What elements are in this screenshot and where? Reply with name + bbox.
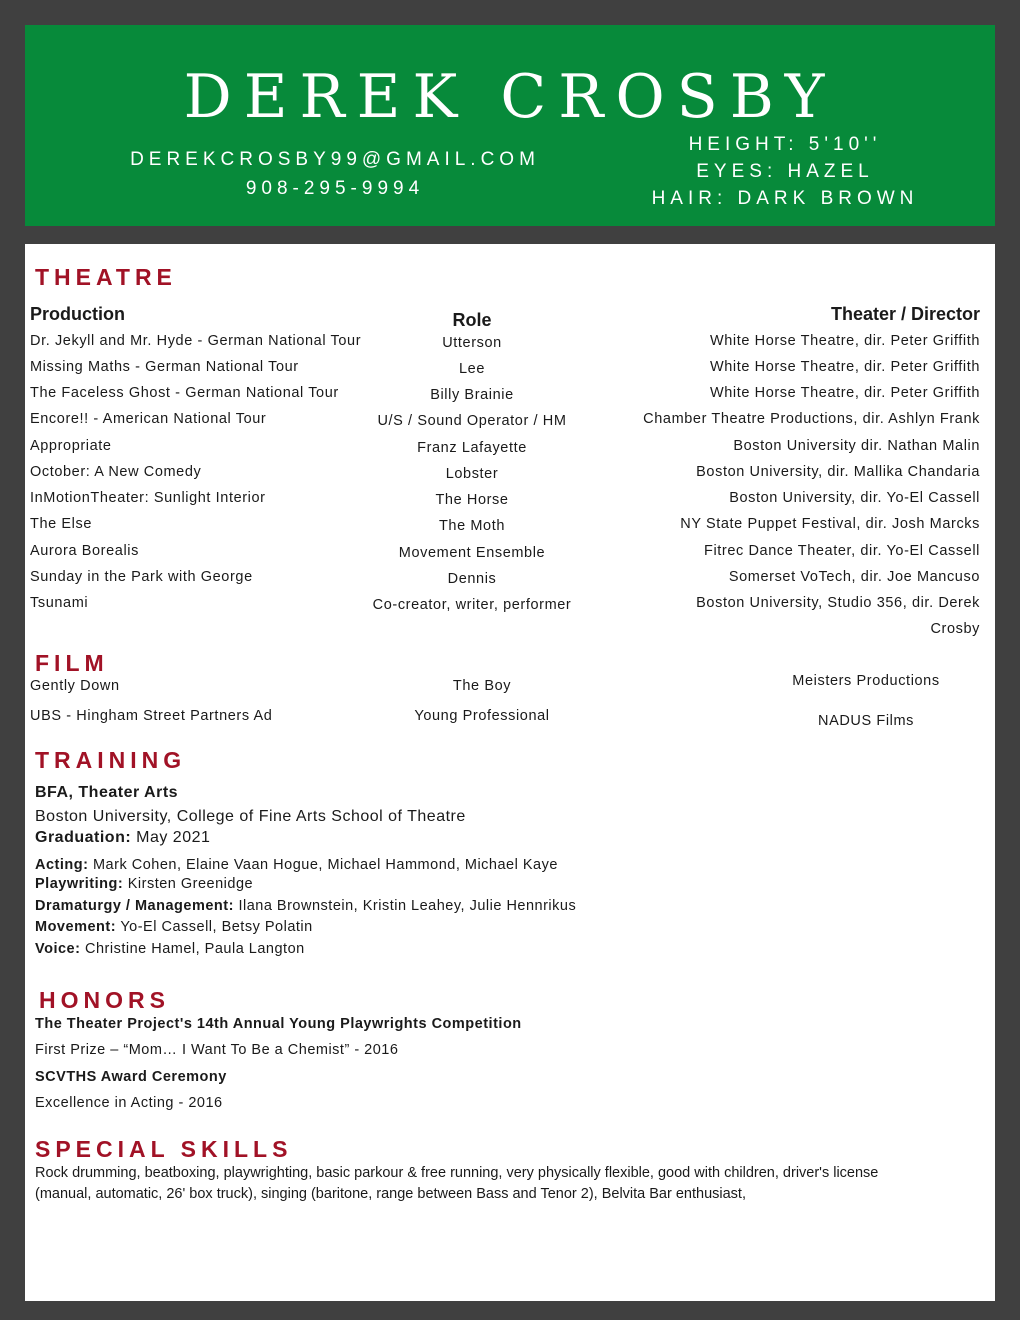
production-cell: InMotionTheater: Sunlight Interior (30, 490, 266, 506)
theater-cell: Boston University, dir. Mallika Chandaria (696, 464, 980, 480)
production-cell: Aurora Borealis (30, 543, 139, 559)
production-cell: Missing Maths - German National Tour (30, 359, 299, 375)
production-cell: Encore!! - American National Tour (30, 411, 267, 427)
hair: HAIR: DARK BROWN (651, 188, 919, 209)
graduation-value: May 2021 (131, 829, 211, 846)
faculty-line (35, 919, 313, 935)
honor-name: The Theater Project's 14th Annual Young Playwrights Competition (35, 1016, 522, 1032)
faculty-label: Movement: (35, 919, 117, 935)
section-title-special-skills: SPECIAL SKILLS (35, 1136, 293, 1162)
theater-cell: NY State Puppet Festival, dir. Josh Marcks (680, 516, 980, 532)
production-cell: Appropriate (30, 438, 112, 454)
production-cell: The Else (30, 516, 93, 532)
section-title-training: TRAINING (35, 747, 187, 773)
table-row (25, 490, 995, 512)
theater-cell: White Horse Theatre, dir. Peter Griffith (709, 333, 980, 349)
col-header-role: Role (452, 310, 492, 330)
role-cell: Co-creator, writer, performer (372, 597, 572, 613)
faculty-names: Christine Hamel, Paula Langton (80, 941, 305, 957)
theater-cell: Boston University, Studio 356, dir. Derek (696, 595, 980, 611)
theater-cell-continued: Crosby (930, 621, 980, 637)
role-cell: Utterson (442, 335, 502, 351)
col-header-theater: Theater / Director (830, 304, 980, 324)
table-row (25, 516, 995, 538)
height: HEIGHT: 5'10'' (688, 134, 882, 155)
production-cell: Dr. Jekyll and Mr. Hyde - German National Tour (30, 333, 362, 349)
production-cell: Tsunami (30, 595, 89, 611)
resume-body (25, 244, 995, 1301)
phone[interactable]: 908-295-9994 (245, 178, 425, 199)
faculty-label: Dramaturgy / Management: (35, 898, 234, 914)
faculty-line (35, 857, 558, 873)
table-row (25, 464, 995, 486)
contact-info (109, 145, 561, 203)
role-cell: Billy Brainie (430, 387, 514, 403)
film-production: Gently Down (30, 678, 120, 694)
honor-detail: First Prize – “Mom… I Want To Be a Chemist” - 2016 (35, 1042, 399, 1058)
theater-cell: Somerset VoTech, dir. Joe Mancuso (728, 569, 980, 585)
honor-name: SCVTHS Award Ceremony (35, 1069, 227, 1085)
table-row (25, 438, 995, 460)
table-row (25, 359, 995, 381)
role-cell: Lee (459, 361, 485, 377)
faculty-label: Voice: (35, 941, 81, 957)
faculty-names: Kirsten Greenidge (123, 876, 254, 892)
production-cell: Sunday in the Park with George (30, 569, 253, 585)
table-row (25, 385, 995, 407)
faculty-line (35, 876, 253, 892)
faculty-line (35, 941, 305, 957)
faculty-names: Mark Cohen, Elaine Vaan Hogue, Michael Hammond, Michael Kaye (88, 857, 558, 873)
skills-text: Rock drumming, beatboxing, playwrighting, basic parkour & free running, very physically flexible, good with children, driver's license (manual, automatic, 26' box truck), singing (baritone, range between Bass and Tenor 2), Belvita Bar enthusiast, (35, 1165, 879, 1202)
theater-cell: Fitrec Dance Theater, dir. Yo-El Cassell (704, 543, 980, 559)
film-company: NADUS Films (817, 713, 915, 729)
table-row (25, 595, 995, 617)
role-cell: The Moth (438, 518, 506, 534)
production-cell: October: A New Comedy (30, 464, 202, 480)
production-cell: The Faceless Ghost - German National Tour (30, 385, 339, 401)
film-role: The Boy (452, 678, 512, 694)
role-cell: U/S / Sound Operator / HM (377, 413, 567, 429)
faculty-names: Ilana Brownstein, Kristin Leahey, Julie Hennrikus (233, 898, 577, 914)
eyes: EYES: HAZEL (696, 161, 874, 182)
film-role: Young Professional (414, 708, 550, 724)
theater-cell: Chamber Theatre Productions, dir. Ashlyn Frank (643, 411, 980, 427)
table-row (25, 411, 995, 433)
header-banner (25, 25, 995, 226)
faculty-names: Yo-El Cassell, Betsy Polatin (116, 919, 313, 935)
role-cell: Lobster (445, 466, 499, 482)
theater-cell: White Horse Theatre, dir. Peter Griffith (709, 359, 980, 375)
honor-detail: Excellence in Acting - 2016 (35, 1095, 223, 1111)
physical-stats (625, 131, 945, 212)
table-row (25, 543, 995, 565)
faculty-label: Playwriting: (35, 876, 124, 892)
theater-cell: White Horse Theatre, dir. Peter Griffith (709, 385, 980, 401)
film-production: UBS - Hingham Street Partners Ad (30, 708, 273, 724)
faculty-line (35, 898, 576, 914)
film-company: Meisters Productions (792, 673, 940, 689)
training-school: Boston University, College of Fine Arts School of Theatre (35, 808, 466, 825)
section-title-film: FILM (35, 650, 109, 676)
role-cell: Dennis (447, 571, 497, 587)
col-header-production: Production (30, 304, 125, 324)
role-cell: Franz Lafayette (417, 440, 527, 456)
email[interactable]: DEREKCROSBY99@GMAIL.COM (130, 149, 540, 170)
training-graduation (35, 829, 210, 847)
theater-cell: Boston University, dir. Yo-El Cassell (729, 490, 980, 506)
training-degree: BFA, Theater Arts (35, 784, 179, 801)
table-row (25, 333, 995, 355)
theater-cell: Boston University dir. Nathan Malin (733, 438, 980, 454)
graduation-label: Graduation: (35, 829, 132, 846)
table-row (25, 569, 995, 591)
role-cell: Movement Ensemble (398, 545, 546, 561)
section-title-honors: HONORS (39, 987, 170, 1013)
role-cell: The Horse (435, 492, 509, 508)
actor-name: DEREK CROSBY (183, 62, 837, 132)
section-title-theatre: THEATRE (35, 264, 177, 290)
faculty-label: Acting: (35, 857, 89, 873)
